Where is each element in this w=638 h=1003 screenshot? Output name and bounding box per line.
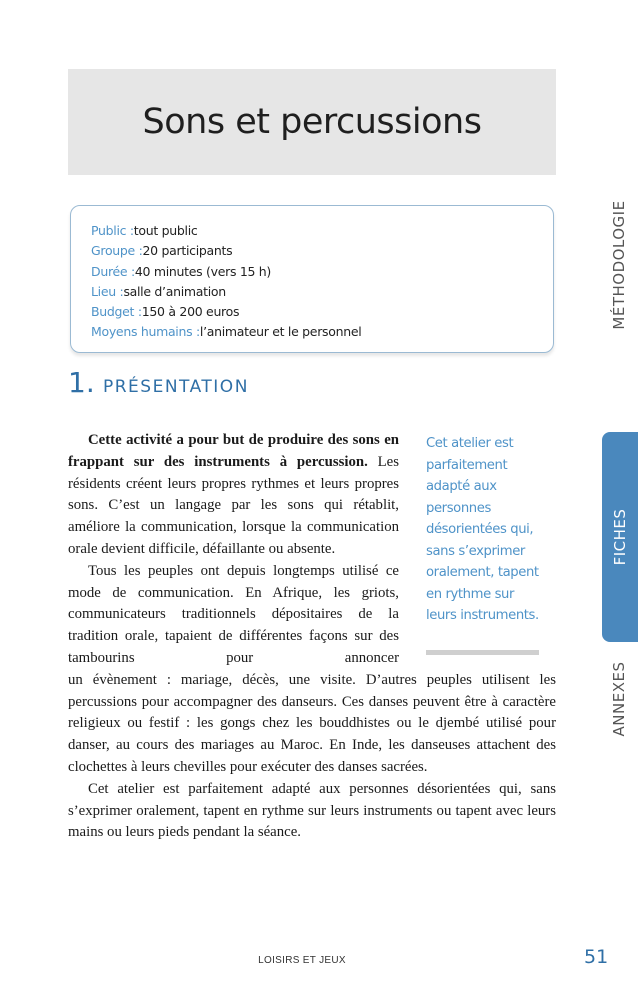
info-box: [70, 205, 554, 353]
info-value: 150 à 200 euros: [141, 304, 240, 320]
info-value: salle d’animation: [123, 283, 226, 299]
title-band: [68, 69, 556, 175]
info-key: Groupe :: [91, 243, 143, 259]
info-duree: [91, 262, 553, 282]
info-value: tout public: [133, 223, 198, 238]
section-title: présentation: [102, 370, 249, 398]
info-key: Budget :: [91, 304, 142, 320]
info-key: Durée :: [91, 263, 135, 279]
info-key: Public :: [91, 223, 134, 238]
info-budget: [91, 302, 553, 322]
info-groupe: [91, 241, 553, 261]
info-value: 40 minutes (vers 15 h): [134, 263, 272, 279]
paragraph-3: Cet atelier est parfaitement adapté aux personnes désorientées qui, sans s’exprimer oralement, tapent en rythme sur leurs instruments ou tapent avec leurs mains ou leurs pieds pendant la séance.: [68, 780, 556, 841]
sidebar-note: Cet atelier est parfaitement adapté aux personnes désorientées qui, sans s’exprimer oralement, tapent en rythme sur leurs instruments.: [426, 436, 539, 623]
paragraph-2-end: un évènement : mariage, décès, une visite. D’autres peuples utilisent les percussions pour accompagner des danseurs. Ces danses peuvent être à caractère religieux ou festif : les gongs chez les bouddhistes ou le djembé utilisé pour danser, au cours des mariages au Maroc. En Inde, les danseuses attachent des clochettes à leurs chevilles pour exécuter des danses sacrées.: [68, 671, 556, 775]
info-value: l’animateur et le personnel: [199, 324, 362, 340]
section-heading: [68, 366, 249, 399]
running-title: LOISIRS ET JEUX: [258, 955, 346, 966]
paragraph-1-body: Les résidents créent leurs propres rythmes et leurs propres sons. C’est un langage par les sons qui rétablit, améliore la communication, lorsque la communication orale devient difficile, défaillante ou absente.: [68, 453, 399, 557]
paragraph-2-start: Tous les peuples ont depuis longtemps utilisé ce mode de communication. En Afrique, les griots, communicateurs traditionnels dépositaires de la tradition orale, tapaient de différentes façons sur des tambourins pour annoncer: [68, 562, 399, 666]
tab-fiches-label: FICHES: [611, 508, 629, 566]
info-lieu: [91, 282, 553, 302]
info-value: 20 participants: [142, 243, 233, 259]
paragraph-1-lead: Cette activité a pour but de produire des sons en frappant sur des instruments à percussion.: [68, 432, 399, 470]
info-key: Moyens humains :: [91, 324, 200, 340]
tab-fiches[interactable]: [602, 432, 638, 642]
paragraph-1: [68, 430, 399, 561]
section-number: 1.: [68, 366, 95, 399]
page-number: 51: [584, 946, 609, 968]
page-title: Sons et percussions: [142, 102, 482, 142]
tab-methodologie[interactable]: [600, 160, 638, 370]
info-public: [91, 221, 553, 241]
side-tabs: [600, 160, 638, 760]
tab-annexes[interactable]: [600, 645, 638, 753]
sidebar-divider: [426, 650, 539, 655]
info-key: Lieu :: [91, 283, 124, 299]
tab-methodologie-label: MÉTHODOLOGIE: [610, 200, 628, 330]
tab-annexes-label: ANNEXES: [610, 661, 628, 737]
info-moyens-humains: [91, 322, 553, 342]
